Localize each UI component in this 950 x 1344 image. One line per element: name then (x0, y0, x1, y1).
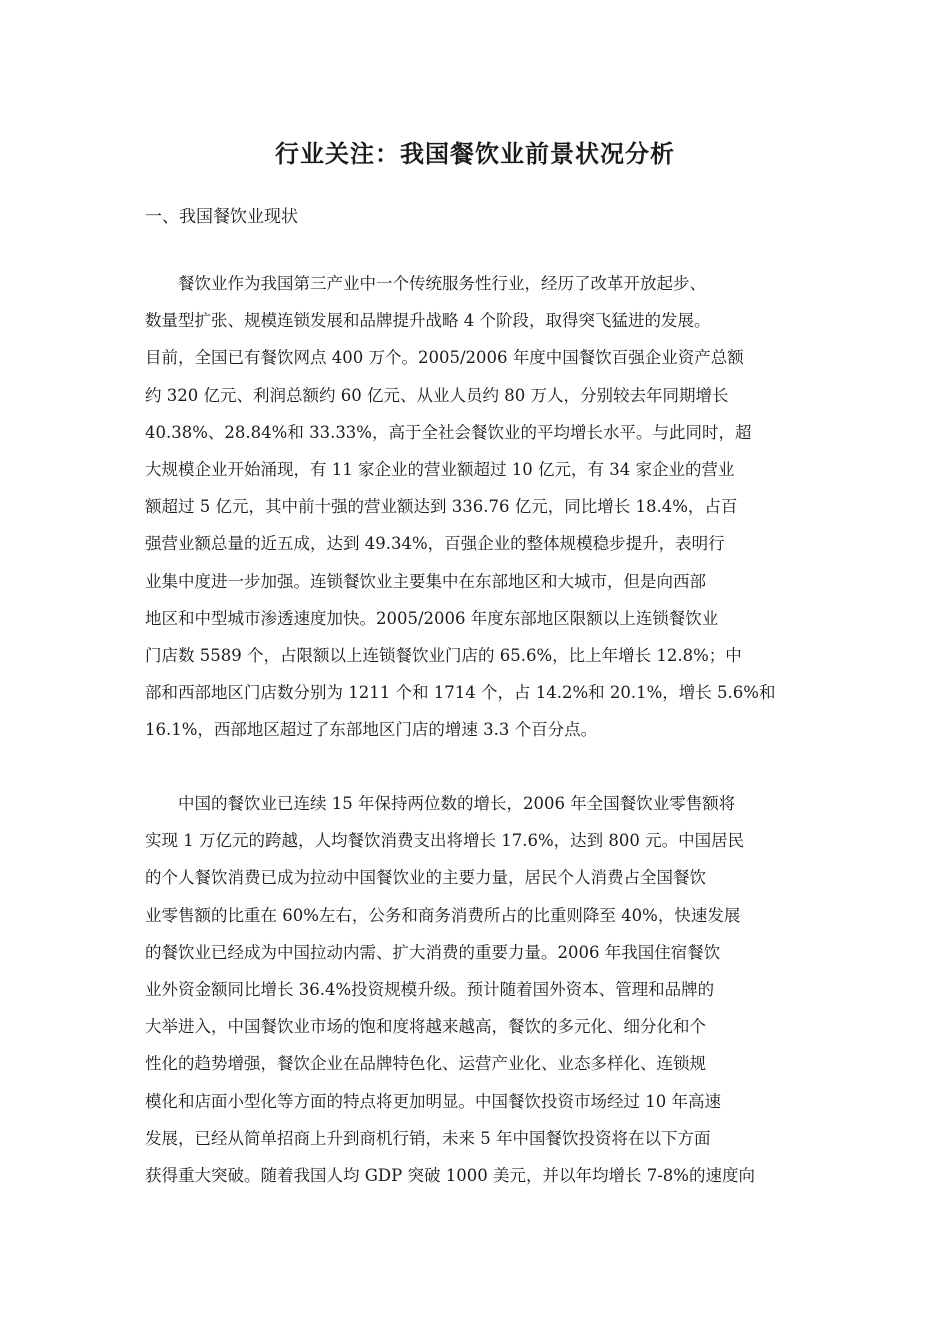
paragraph-2 (145, 785, 810, 1194)
text-line: 餐饮业作为我国第三产业中一个传统服务性行业，经历了改革开放起步、 (145, 274, 706, 293)
text-line: 数量型扩张、规模连锁发展和品牌提升战略 4 个阶段，取得突飞猛进的发展。 (145, 311, 711, 331)
section-heading: 一、我国餐饮业现状 (145, 207, 298, 227)
text-line: 16.1%，西部地区超过了东部地区门店的增速 3.3 个百分点。 (145, 720, 598, 740)
text-line: 业外资金额同比增长 36.4%投资规模升级。预计随着国外资本、管理和品牌的 (145, 979, 715, 999)
text-line: 40.38%、28.84%和 33.33%，高于全社会餐饮业的平均增长水平。与此同时，超 (145, 422, 752, 442)
text-line: 门店数 5589 个，占限额以上连锁餐饮业门店的 65.6%，比上年增长 12.8%；中 (145, 645, 742, 665)
text-line: 业集中度进一步加强。连锁餐饮业主要集中在东部地区和大城市，但是向西部 (145, 571, 706, 591)
text-line: 实现 1 万亿元的跨越，人均餐饮消费支出将增长 17.6%，达到 800 元。中国居民 (145, 831, 745, 851)
text-line: 部和西部地区门店数分别为 1211 个和 1714 个，占 14.2%和 20.1%，增长 5.6%和 (145, 683, 776, 703)
text-line: 地区和中型城市渗透速度加快。2005/2006 年度东部地区限额以上连锁餐饮业 (145, 608, 719, 628)
text-line: 的个人餐饮消费已成为拉动中国餐饮业的主要力量，居民个人消费占全国餐饮 (145, 868, 706, 888)
text-line: 模化和店面小型化等方面的特点将更加明显。中国餐饮投资市场经过 10 年高速 (145, 1091, 721, 1111)
text-line: 的餐饮业已经成为中国拉动内需、扩大消费的重要力量。2006 年我国住宿餐饮 (145, 942, 721, 962)
text-line: 业零售额的比重在 60%左右，公务和商务消费所占的比重则降至 40%，快速发展 (145, 905, 741, 925)
text-line: 大规模企业开始涌现，有 11 家企业的营业额超过 10 亿元，有 34 家企业的营业 (145, 459, 735, 479)
text-line: 发展，已经从简单招商上升到商机行销，未来 5 年中国餐饮投资将在以下方面 (145, 1128, 711, 1148)
text-line: 中国的餐饮业已连续 15 年保持两位数的增长，2006 年全国餐饮业零售额将 (145, 794, 736, 813)
text-line: 性化的趋势增强，餐饮企业在品牌特色化、运营产业化、业态多样化、连锁规 (145, 1054, 706, 1074)
paragraph-1 (145, 265, 810, 748)
text-line: 大举进入，中国餐饮业市场的饱和度将越来越高，餐饮的多元化、细分化和个 (145, 1017, 706, 1037)
text-line: 约 320 亿元、利润总额约 60 亿元、从业人员约 80 万人，分别较去年同期增长 (145, 385, 729, 405)
text-line: 目前，全国已有餐饮网点 400 万个。2005/2006 年度中国餐饮百强企业资产总额 (145, 348, 744, 368)
text-line: 额超过 5 亿元，其中前十强的营业额达到 336.76 亿元，同比增长 18.4%，占百 (145, 497, 738, 517)
text-line: 强营业额总量的近五成，达到 49.34%，百强企业的整体规模稳步提升，表明行 (145, 534, 725, 554)
text-line: 获得重大突破。随着我国人均 GDP 突破 1000 美元，并以年均增长 7-8%的速度向 (145, 1165, 755, 1185)
document-title: 行业关注：我国餐饮业前景状况分析 (275, 139, 675, 168)
